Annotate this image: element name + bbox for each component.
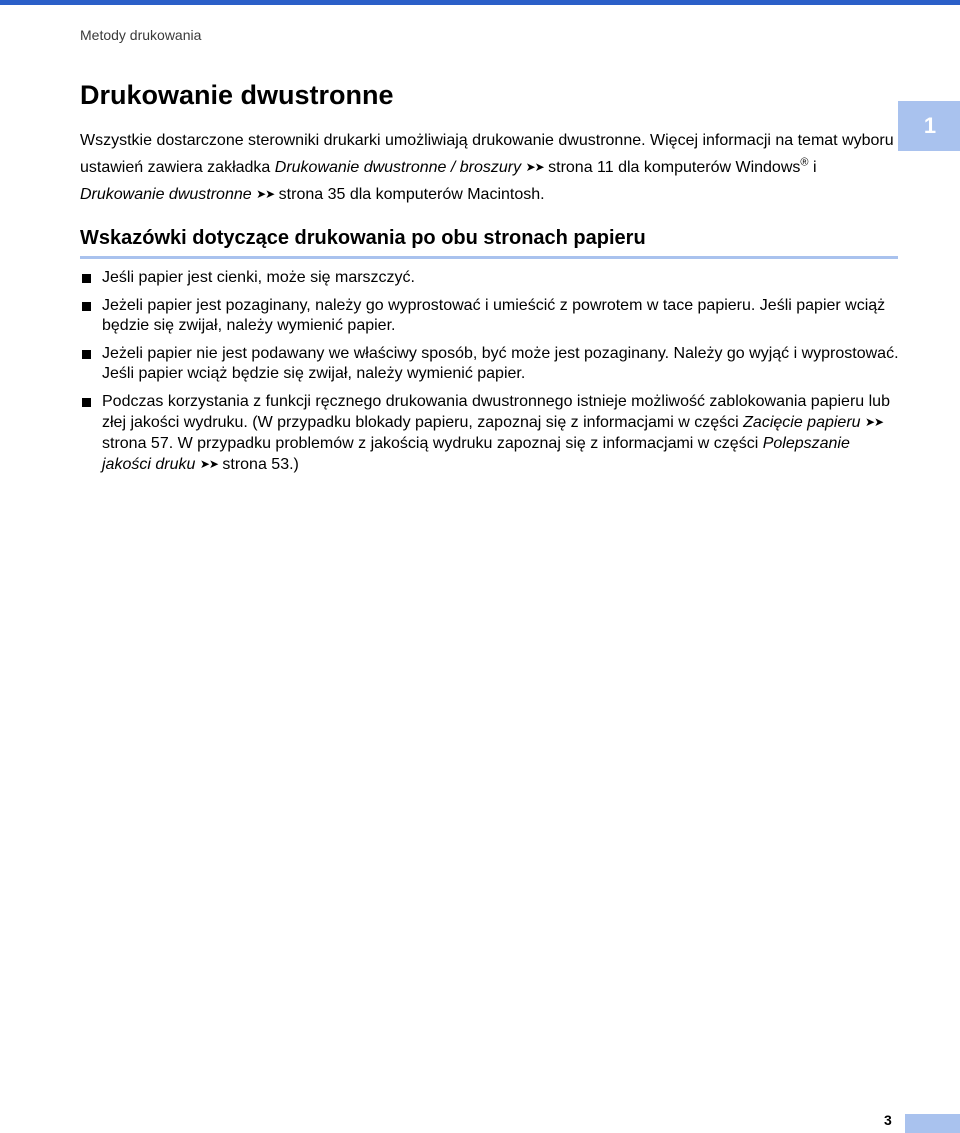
list-item — [80, 344, 900, 385]
list-item-text: Jeżeli papier jest pozaginany, należy go wyprostować i umieścić z powrotem w tace papieru. Jeśli papier wciąż będzie się zwijał, należy wymienić papier. — [102, 296, 886, 334]
intro-paragraph — [80, 128, 900, 208]
square-bullet-icon — [82, 350, 91, 359]
section-title: Wskazówki dotyczące drukowania po obu stronach papieru — [80, 227, 646, 249]
list-item-text: strona 57. W przypadku problemów z jakością wydruku zapoznaj się z informacjami w części — [102, 434, 763, 452]
intro-text: strona 11 dla komputerów Windows — [543, 159, 801, 176]
list-item-text: Podczas korzystania z funkcji ręcznego drukowania dwustronnego istnieje możliwość zablokowania papieru lub złej jakości wydruku. (W przypadku blokady papieru, zapoznaj się z informacjami w części — [102, 392, 890, 431]
page-title: Drukowanie dwustronne — [80, 80, 394, 110]
page-number: 3 — [884, 1112, 892, 1128]
list-item — [80, 392, 900, 476]
square-bullet-icon — [82, 398, 91, 407]
section-rule — [80, 256, 898, 259]
square-bullet-icon — [82, 274, 91, 283]
intro-text: i — [808, 159, 817, 176]
cross-reference-link[interactable]: Drukowanie dwustronne / broszury — [274, 159, 522, 176]
list-item — [80, 268, 900, 289]
running-header: Metody drukowania — [80, 27, 202, 43]
cross-reference-link[interactable]: Zacięcie papieru — [743, 414, 861, 431]
list-item-text: Jeśli papier jest cienki, może się marszczyć. — [102, 269, 415, 286]
double-arrow-right-icon: ➤➤ — [199, 457, 218, 471]
intro-text: strona 35 dla komputerów Macintosh. — [274, 186, 545, 203]
square-bullet-icon — [82, 302, 91, 311]
double-arrow-right-icon: ➤➤ — [865, 415, 884, 429]
cross-reference-link[interactable]: Polepszanie jakości druku — [102, 434, 850, 473]
list-item-text: Jeżeli papier nie jest podawany we właściwy sposób, być może jest pozaginany. Należy go wyjąć i wyprostować. Jeśli papier wciąż będzie się zwijał, należy wymienić papier. — [102, 344, 899, 382]
footer-tab — [905, 1114, 960, 1133]
tips-list — [80, 268, 900, 483]
double-arrow-right-icon: ➤➤ — [525, 160, 544, 174]
list-item-text: strona 53.) — [217, 456, 299, 473]
cross-reference-link[interactable]: Drukowanie dwustronne — [80, 186, 252, 203]
chapter-number: 1 — [923, 113, 937, 138]
double-arrow-right-icon: ➤➤ — [256, 187, 275, 201]
list-item — [80, 296, 900, 337]
registered-mark: ® — [800, 156, 809, 169]
chapter-tab — [898, 101, 960, 151]
top-rule — [0, 0, 960, 5]
intro-text: Wszystkie dostarczone sterowniki drukarki umożliwiają drukowanie dwustronne. Więcej informacji na temat wyboru ustawień zawiera zakładka — [80, 132, 894, 176]
